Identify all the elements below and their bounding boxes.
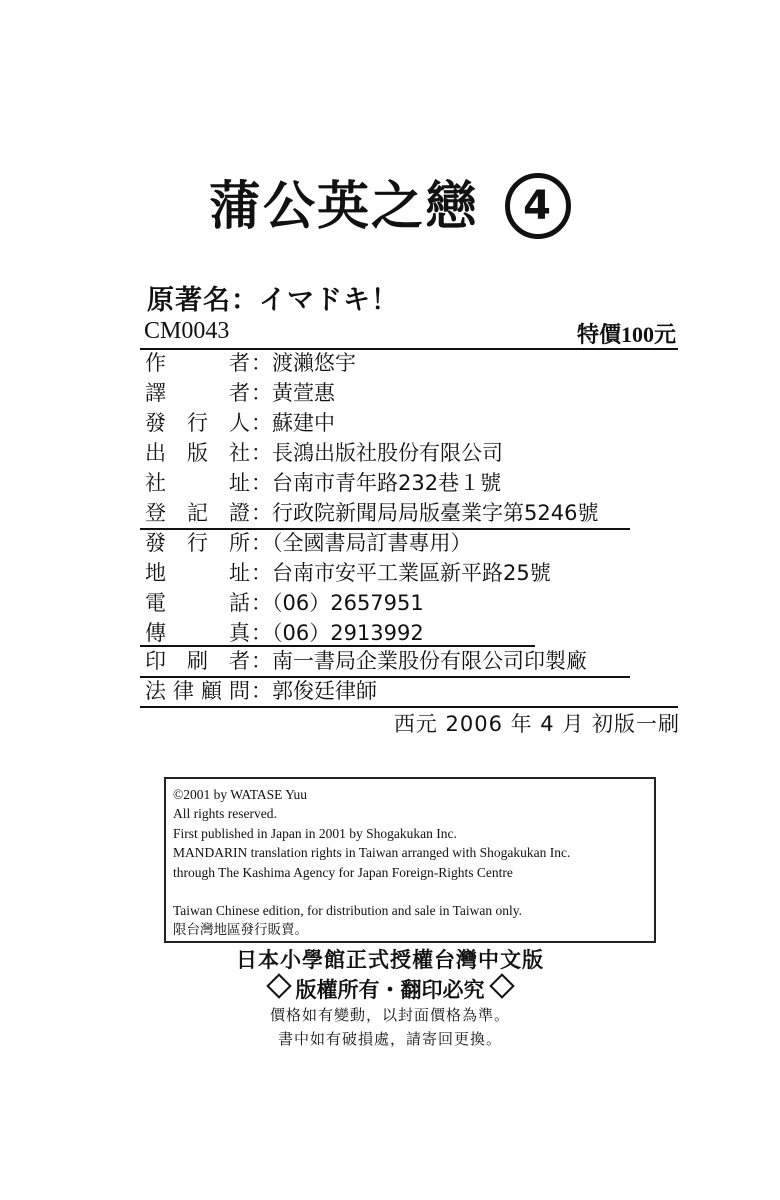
copyright-line: All rights reserved. xyxy=(173,806,277,822)
info-value: ：渡瀨悠宇 xyxy=(251,351,356,375)
original-title: 原著名：イマドキ！ xyxy=(147,285,399,316)
copyright-line: 限台灣地區發行販賣。 xyxy=(173,922,308,938)
label-char: 社 xyxy=(229,441,250,465)
title-text: 蒲公英之戀 xyxy=(208,177,479,237)
label-char: 話 xyxy=(229,591,250,615)
label-char: 出 xyxy=(145,441,166,465)
label-char: 傳 xyxy=(145,621,166,645)
price-label: 特價 xyxy=(576,323,621,348)
label-char: 證 xyxy=(229,501,250,525)
price-value: 100 xyxy=(620,322,654,347)
info-row xyxy=(140,588,640,618)
label-char: 登 xyxy=(145,501,166,525)
label-char: 發 xyxy=(145,411,166,435)
info-value: ：（全國書局訂書專用） xyxy=(251,531,472,555)
rights-text: 版權所有・翻印必究 xyxy=(295,978,485,1002)
book-title xyxy=(0,172,780,243)
volume-number: 4 xyxy=(505,173,571,239)
diamond-icon xyxy=(489,973,514,998)
copyright-line: First published in Japan in 2001 by Shogakukan Inc. xyxy=(173,825,457,841)
label-char: 刷 xyxy=(187,649,208,673)
info-label xyxy=(145,378,250,408)
info-row xyxy=(140,498,640,528)
label-char: 律 xyxy=(173,679,194,703)
info-row xyxy=(140,618,640,648)
label-char: 社 xyxy=(145,471,166,495)
info-value: ：蘇建中 xyxy=(251,411,335,435)
copyright-line: through The Kashima Agency for Japan Foreign-Rights Centre xyxy=(173,864,513,880)
label-char: 印 xyxy=(145,649,166,673)
label-char: 址 xyxy=(229,561,250,585)
label-char: 電 xyxy=(145,591,166,615)
info-value: ：黃萱惠 xyxy=(251,381,335,405)
distribution-block xyxy=(140,528,640,648)
label-char: 地 xyxy=(145,561,166,585)
info-value: ：郭俊廷律師 xyxy=(251,679,377,703)
authorization-statement: 日本小學館正式授權台灣中文版 xyxy=(236,948,544,972)
copyright-line: MANDARIN translation rights in Taiwan arranged with Shogakukan Inc. xyxy=(173,845,571,861)
catalog-code: CM0043 xyxy=(144,318,230,344)
info-value: ：長鴻出版社股份有限公司 xyxy=(251,441,503,465)
label-char: 版 xyxy=(187,441,208,465)
label-char: 址 xyxy=(229,471,250,495)
info-label xyxy=(145,676,250,706)
info-row xyxy=(140,528,640,558)
copyright-line: ©2001 by WATASE Yuu xyxy=(173,787,308,802)
credits-block xyxy=(140,348,640,528)
code-price-line xyxy=(140,318,678,350)
legal-block xyxy=(140,676,640,706)
label-char: 者 xyxy=(229,351,250,375)
info-label xyxy=(145,468,250,498)
info-value: ：台南市青年路232巷１號 xyxy=(251,471,502,495)
label-char: 真 xyxy=(229,621,250,645)
info-label xyxy=(145,528,250,558)
copyright-line: Taiwan Chinese edition, for distribution and sale in Taiwan only. xyxy=(173,903,523,919)
info-label xyxy=(145,558,250,588)
price xyxy=(577,318,676,349)
info-row xyxy=(140,676,640,706)
info-value: ：南一書局企業股份有限公司印製廠 xyxy=(251,649,587,673)
label-char: 問 xyxy=(229,679,250,703)
info-value: ：（06）2657951 xyxy=(251,591,424,615)
printer-block xyxy=(140,646,640,676)
publication-date: 西元 2006 年 4 月 初版一刷 xyxy=(393,712,680,736)
info-row xyxy=(140,348,640,378)
rights-statement xyxy=(0,974,780,1004)
info-row xyxy=(140,438,640,468)
info-value: ：行政院新聞局局版臺業字第5246號 xyxy=(251,501,599,525)
label-char: 所 xyxy=(229,531,250,555)
label-char: 者 xyxy=(229,649,250,673)
info-label xyxy=(145,498,250,528)
label-char: 譯 xyxy=(145,381,166,405)
info-value: ：台南市安平工業區新平路25號 xyxy=(251,561,551,585)
info-label xyxy=(145,646,250,676)
price-note: 價格如有變動，以封面價格為準。 xyxy=(269,1006,510,1024)
info-row xyxy=(140,408,640,438)
label-char: 行 xyxy=(187,531,208,555)
damage-note: 書中如有破損處，請寄回更換。 xyxy=(277,1030,502,1048)
info-label xyxy=(145,588,250,618)
label-char: 顧 xyxy=(201,679,222,703)
copyright-box xyxy=(164,777,656,943)
label-char: 作 xyxy=(145,351,166,375)
label-char: 記 xyxy=(187,501,208,525)
label-char: 者 xyxy=(229,381,250,405)
label-char: 人 xyxy=(229,411,250,435)
info-row xyxy=(140,378,640,408)
info-value: ：（06）2913992 xyxy=(251,621,424,645)
info-label xyxy=(145,348,250,378)
label-char: 發 xyxy=(145,531,166,555)
info-row xyxy=(140,646,640,676)
diamond-icon xyxy=(266,973,291,998)
price-unit: 元 xyxy=(653,323,676,348)
label-char: 法 xyxy=(145,679,166,703)
info-label xyxy=(145,408,250,438)
label-char: 行 xyxy=(187,411,208,435)
info-row xyxy=(140,468,640,498)
info-row xyxy=(140,558,640,588)
info-label xyxy=(145,438,250,468)
info-label xyxy=(145,618,250,648)
